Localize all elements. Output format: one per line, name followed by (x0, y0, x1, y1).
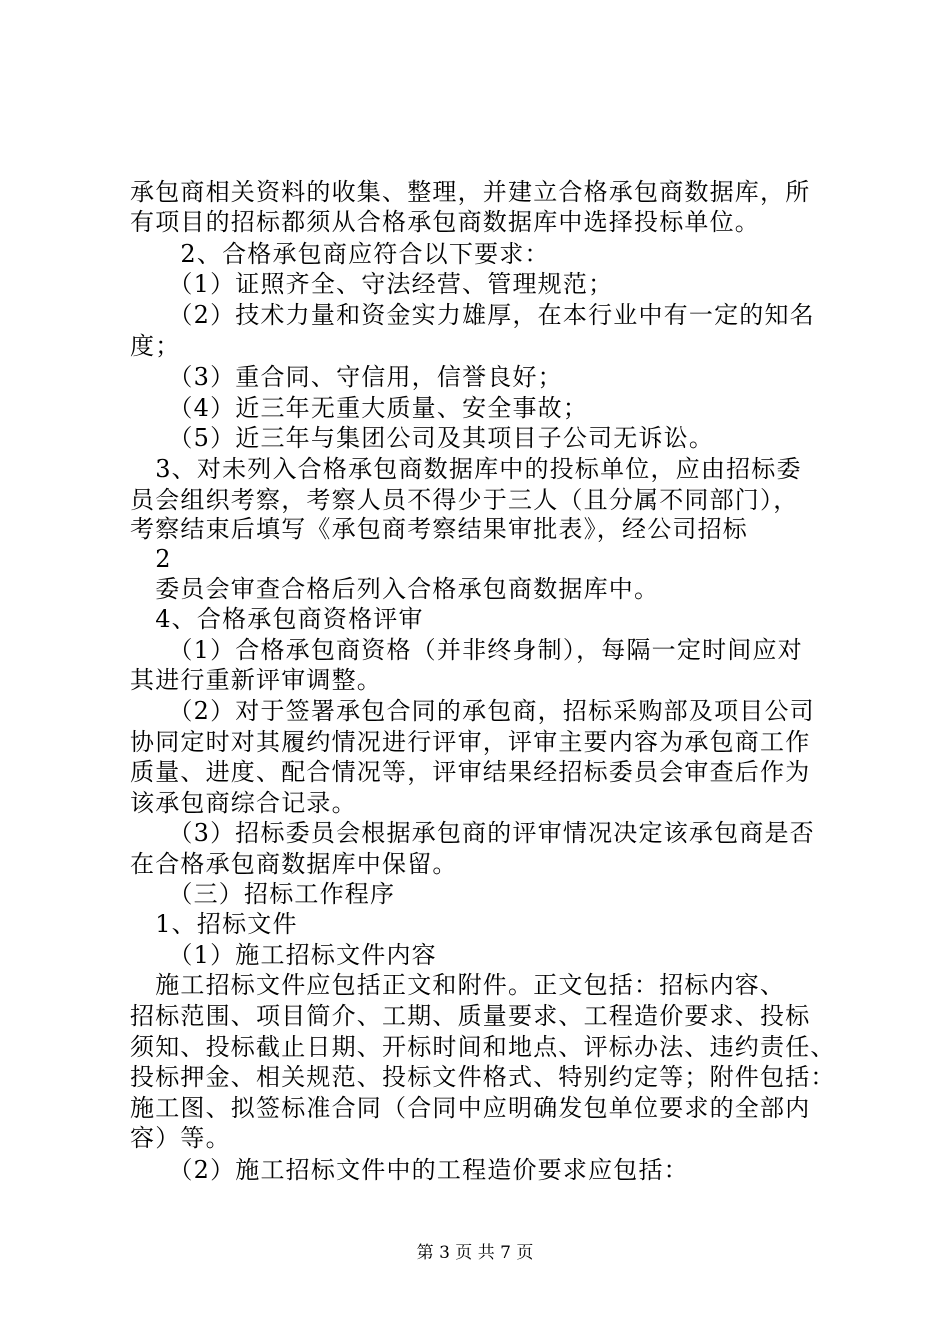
text-line: 2、合格承包商应符合以下要求： (130, 240, 550, 268)
text-line: 施工图、拟签标准合同（合同中应明确发包单位要求的全部内 (130, 1094, 811, 1122)
text-line: 4、合格承包商资格评审 (130, 605, 424, 633)
text-line: 协同定时对其履约情况进行评审，评审主要内容为承包商工作 (130, 728, 811, 756)
text-line: 考察结束后填写《承包商考察结果审批表》，经公司招标 (130, 515, 748, 543)
text-line: 容）等。 (130, 1124, 231, 1152)
text-line: （2）施工招标文件中的工程造价要求应包括： (130, 1156, 689, 1184)
text-line: （2）对于签署承包合同的承包商，招标采购部及项目公司 (130, 697, 815, 725)
text-line: （1）施工招标文件内容 (130, 941, 437, 969)
text-line: 其进行重新评审调整。 (130, 666, 382, 694)
text-line: 该承包商综合记录。 (130, 789, 357, 817)
text-line: 委员会审查合格后列入合格承包商数据库中。 (130, 575, 660, 603)
text-line: （4）近三年无重大质量、安全事故； (130, 394, 589, 422)
text-line: 须知、投标截止日期、开标时间和地点、评标办法、违约责任、 (130, 1033, 836, 1061)
text-line: 员会组织考察，考察人员不得少于三人（且分属不同部门）， (130, 486, 799, 514)
text-line: （3）招标委员会根据承包商的评审情况决定该承包商是否 (130, 819, 815, 847)
text-line: 质量、进度、配合情况等，评审结果经招标委员会审查后作为 (130, 758, 811, 786)
text-line: （1）合格承包商资格（并非终身制），每隔一定时间应对 (130, 636, 803, 664)
text-line: 招标范围、项目简介、工期、质量要求、工程造价要求、投标 (130, 1002, 811, 1030)
text-line: 承包商相关资料的收集、整理，并建立合格承包商数据库，所 (130, 178, 811, 206)
text-line: 度； (130, 332, 181, 360)
text-line: 施工招标文件应包括正文和附件。正文包括：招标内容、 (130, 971, 786, 999)
text-line: （3）重合同、守信用，信誉良好； (130, 363, 563, 391)
text-line: （2）技术力量和资金实力雄厚，在本行业中有一定的知名 (130, 301, 815, 329)
text-line: （5）近三年与集团公司及其项目子公司无诉讼。 (130, 424, 715, 452)
text-line: （1）证照齐全、守法经营、管理规范； (130, 270, 614, 298)
text-line: 有项目的招标都须从合格承包商数据库中选择投标单位。 (130, 208, 760, 236)
text-line: 1、招标文件 (130, 910, 298, 938)
section-heading: （三）招标工作程序 (130, 880, 396, 908)
text-line: 在合格承包商数据库中保留。 (130, 850, 458, 878)
text-line: 投标押金、相关规范、投标文件格式、特别约定等；附件包括： (130, 1063, 836, 1091)
page-footer: 第 3 页 共 7 页 (416, 1243, 534, 1263)
page-marker: 2 (130, 545, 172, 573)
text-line: 3、对未列入合格承包商数据库中的投标单位，应由招标委 (130, 455, 802, 483)
